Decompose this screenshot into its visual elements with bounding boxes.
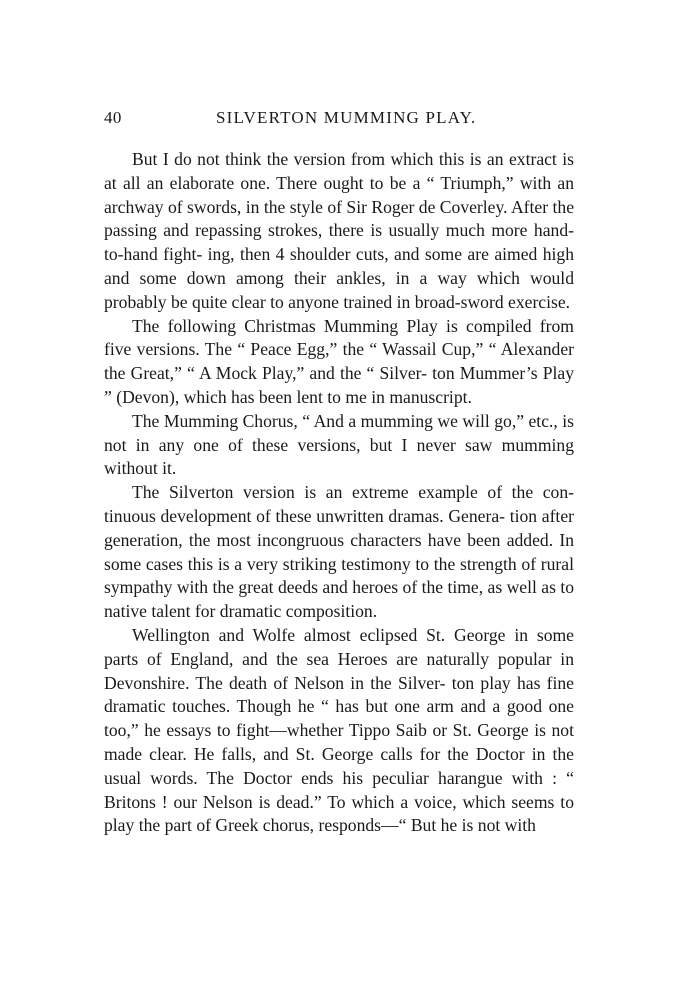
- paragraph: The following Christmas Mumming Play is compiled from five versions. The “ Peace Egg,” the “ Wassail Cup,” “ Alexander the Great,” “ A Mock Play,” and the “ Silver- ton Mummer’s Play ” (Devon), which has been lent to me in manuscript.: [104, 315, 574, 407]
- paragraph: The Silverton version is an extreme example of the con- tinuous development of these unwritten dramas. Genera- tion after generation, the most incongruous characters have been added. In some cases this is a very striking testimony to the strength of rural sympathy with the great deeds and heroes of the time, as well as to native talent for dramatic composition.: [104, 482, 575, 622]
- body-text: [104, 148, 574, 838]
- paragraph: Wellington and Wolfe almost eclipsed St. George in some parts of England, and the sea Heroes are naturally popular in Devonshire. The death of Nelson in the Silver- ton play has fine dramatic touches. Though he “ has but one arm and a good one too,” he essays to fight—whether Tippo Saib or St. George is not made clear. He falls, and St. George calls for the Doctor in the usual words. The Doctor ends his peculiar harangue with : “ Britons ! our Nelson is dead.” To which a voice, which seems to play the part of Greek chorus, responds—“ But he is not with: [104, 624, 574, 836]
- running-head: [104, 108, 574, 134]
- page-number: 40: [104, 108, 122, 127]
- paragraph: But I do not think the version from which this is an extract is at all an elaborate one. There ought to be a “ Triumph,” with an archway of swords, in the style of Sir Roger de Coverley. After the passing and repassing strokes, there is usually much more hand-to-hand fight- ing, then 4 shoulder cuts, and some are aimed high and some down among their ankles, in a way which would probably be quite clear to anyone trained in broad-sword exercise.: [104, 149, 574, 312]
- running-title: SILVERTON MUMMING PLAY.: [216, 108, 477, 127]
- paragraph: The Mumming Chorus, “ And a mumming we will go,” etc., is not in any one of these versions, but I never saw mumming without it.: [104, 410, 574, 479]
